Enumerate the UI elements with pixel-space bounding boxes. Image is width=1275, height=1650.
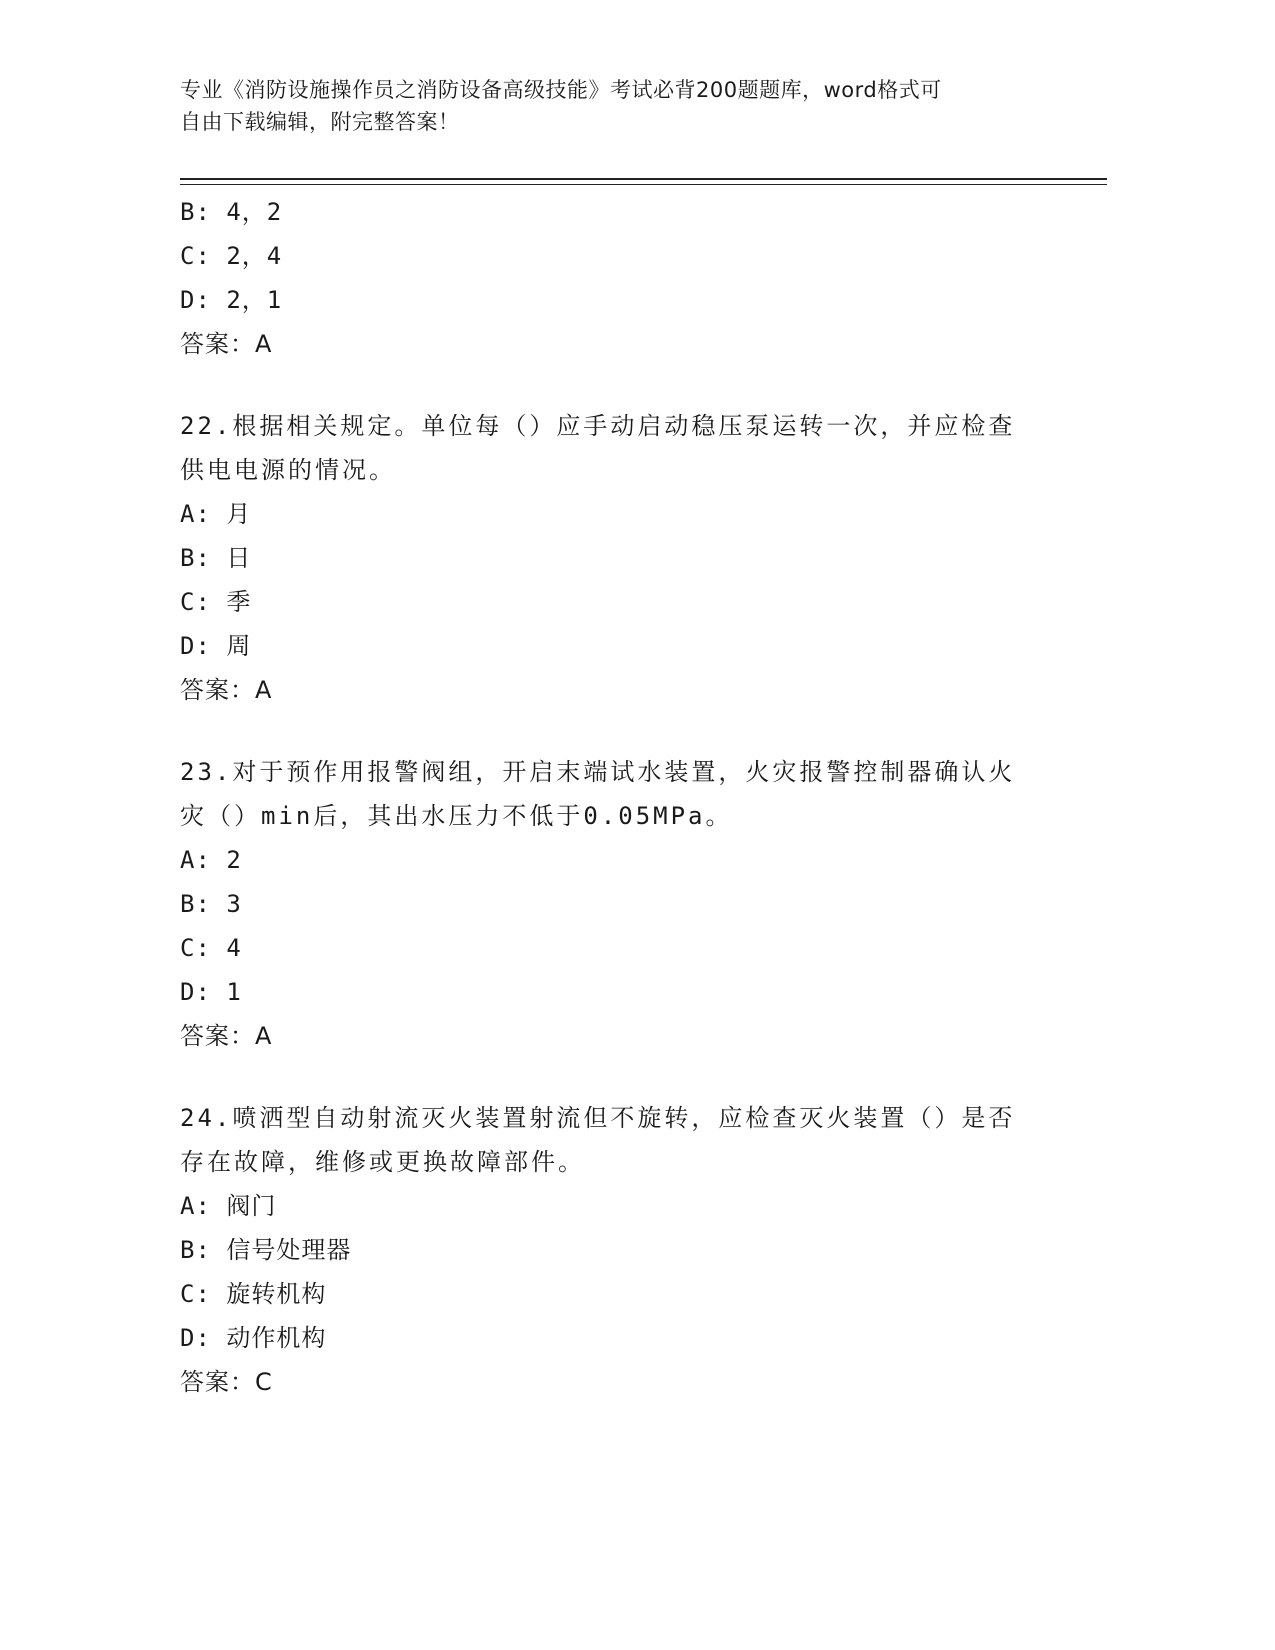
stem-line-2: 供电电源的情况。: [180, 456, 396, 484]
question-24: [180, 1096, 1060, 1404]
answer-line: 答案：A: [180, 330, 273, 358]
option-d: D: 动作机构: [180, 1324, 327, 1352]
option-a: A: 2: [180, 846, 242, 874]
option-b: B: 4，2: [180, 198, 283, 226]
question-stem: [180, 750, 1060, 838]
option-a: A: 月: [180, 500, 252, 528]
answer-line: 答案：A: [180, 676, 273, 704]
question-stem: [180, 1096, 1060, 1184]
header-divider: [180, 178, 1107, 185]
option-c: C: 2，4: [180, 242, 283, 270]
header-line-1: 专业《消防设施操作员之消防设备高级技能》考试必背200题题库，word格式可: [180, 78, 942, 102]
option-b: B: 日: [180, 544, 252, 572]
option-c: C: 旋转机构: [180, 1280, 327, 1308]
stem-line-1: 23.对于预作用报警阀组，开启末端试水装置，火灾报警控制器确认火: [180, 758, 1016, 786]
answer-line: 答案：C: [180, 1368, 273, 1396]
option-d: D: 周: [180, 632, 252, 660]
question-22: [180, 404, 1060, 712]
option-b: B: 信号处理器: [180, 1236, 352, 1264]
option-c: C: 4: [180, 934, 242, 962]
question-23: [180, 750, 1060, 1058]
stem-line-1: 22.根据相关规定。单位每（）应手动启动稳压泵运转一次，并应检查: [180, 412, 1016, 440]
stem-line-2: 灾（）min后，其出水压力不低于0.05MPa。: [180, 802, 733, 830]
stem-line-1: 24.喷洒型自动射流灭火装置射流但不旋转，应检查灭火装置（）是否: [180, 1104, 1016, 1132]
option-c: C: 季: [180, 588, 252, 616]
header-line-2: 自由下载编辑，附完整答案！: [180, 110, 460, 134]
option-d: D: 2，1: [180, 286, 283, 314]
stem-line-2: 存在故障，维修或更换故障部件。: [180, 1148, 585, 1176]
option-a: A: 阀门: [180, 1192, 277, 1220]
document-body: [180, 190, 1060, 1404]
answer-line: 答案：A: [180, 1022, 273, 1050]
option-d: D: 1: [180, 978, 242, 1006]
option-b: B: 3: [180, 890, 242, 918]
question-stem: [180, 404, 1060, 492]
page-header: [180, 74, 1060, 138]
question-21-tail: [180, 190, 1060, 366]
